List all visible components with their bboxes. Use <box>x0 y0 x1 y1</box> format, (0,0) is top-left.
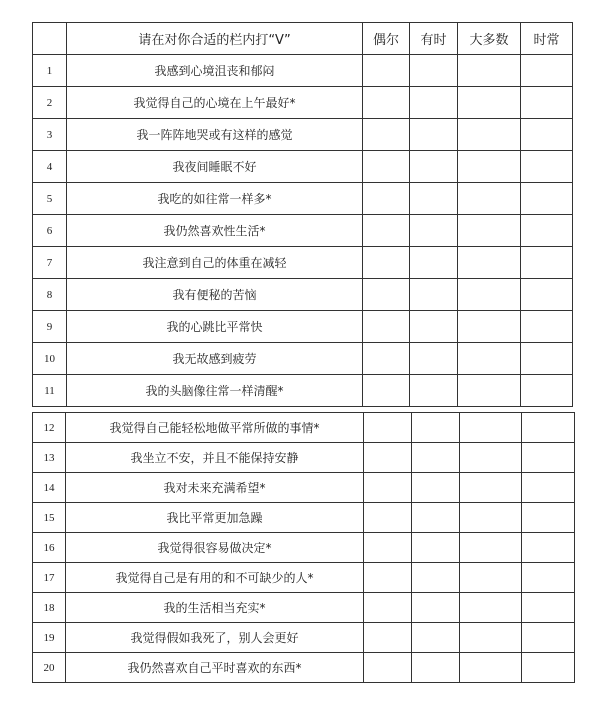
check-cell-mostly[interactable] <box>460 593 522 623</box>
table-row <box>33 55 573 87</box>
item-number: 14 <box>33 473 66 503</box>
check-cell-sometimes[interactable] <box>410 279 458 311</box>
option-header-mostly: 大多数 <box>458 23 521 55</box>
check-cell-always[interactable] <box>521 151 573 183</box>
item-text: 我觉得自己是有用的和不可缺少的人* <box>66 563 364 593</box>
check-cell-occasionally[interactable] <box>363 375 410 407</box>
item-number: 19 <box>33 623 66 653</box>
check-cell-occasionally[interactable] <box>364 473 412 503</box>
check-cell-always[interactable] <box>521 311 573 343</box>
item-text: 我的头脑像往常一样清醒* <box>67 375 363 407</box>
table-row <box>33 503 575 533</box>
table-row <box>33 311 573 343</box>
check-cell-occasionally[interactable] <box>363 343 410 375</box>
item-number: 4 <box>33 151 67 183</box>
check-cell-occasionally[interactable] <box>364 443 412 473</box>
table-header-row <box>33 23 573 55</box>
item-text: 我觉得很容易做决定* <box>66 533 364 563</box>
check-cell-mostly[interactable] <box>458 247 521 279</box>
item-number: 18 <box>33 593 66 623</box>
table-row <box>33 593 575 623</box>
option-header-always: 时常 <box>521 23 573 55</box>
check-cell-sometimes[interactable] <box>410 343 458 375</box>
table-row <box>33 215 573 247</box>
item-text: 我的心跳比平常快 <box>67 311 363 343</box>
item-text: 我吃的如往常一样多* <box>67 183 363 215</box>
item-text: 我无故感到疲劳 <box>67 343 363 375</box>
check-cell-sometimes[interactable] <box>410 183 458 215</box>
item-number: 1 <box>33 55 67 87</box>
table-row <box>33 151 573 183</box>
item-number: 2 <box>33 87 67 119</box>
check-cell-sometimes[interactable] <box>410 55 458 87</box>
check-cell-mostly[interactable] <box>460 443 522 473</box>
table-row <box>33 443 575 473</box>
check-cell-occasionally[interactable] <box>363 183 410 215</box>
table-row <box>33 87 573 119</box>
check-cell-mostly[interactable] <box>458 87 521 119</box>
item-number: 9 <box>33 311 67 343</box>
check-cell-occasionally[interactable] <box>364 623 412 653</box>
check-cell-mostly[interactable] <box>460 503 522 533</box>
table-row <box>33 183 573 215</box>
check-cell-sometimes[interactable] <box>412 653 460 683</box>
table-row <box>33 279 573 311</box>
check-cell-mostly[interactable] <box>460 563 522 593</box>
check-cell-always[interactable] <box>521 55 573 87</box>
check-cell-sometimes[interactable] <box>412 623 460 653</box>
check-cell-always[interactable] <box>522 443 575 473</box>
item-number: 13 <box>33 443 66 473</box>
check-cell-occasionally[interactable] <box>363 215 410 247</box>
option-header-sometimes: 有时 <box>410 23 458 55</box>
check-cell-occasionally[interactable] <box>363 119 410 151</box>
instruction-header: 请在对你合适的栏内打“V” <box>67 23 363 55</box>
table-row <box>33 247 573 279</box>
table-row <box>33 375 573 407</box>
item-number: 10 <box>33 343 67 375</box>
check-cell-sometimes[interactable] <box>412 413 460 443</box>
table-row <box>33 343 573 375</box>
item-text: 我的生活相当充实* <box>66 593 364 623</box>
check-cell-always[interactable] <box>521 375 573 407</box>
check-cell-always[interactable] <box>522 533 575 563</box>
check-cell-occasionally[interactable] <box>364 503 412 533</box>
table-row <box>33 413 575 443</box>
item-text: 我一阵阵地哭或有这样的感觉 <box>67 119 363 151</box>
check-cell-always[interactable] <box>521 87 573 119</box>
questionnaire-table-part-2 <box>32 412 575 683</box>
check-cell-always[interactable] <box>522 503 575 533</box>
item-number: 3 <box>33 119 67 151</box>
item-number: 15 <box>33 503 66 533</box>
check-cell-always[interactable] <box>521 119 573 151</box>
check-cell-sometimes[interactable] <box>410 311 458 343</box>
check-cell-sometimes[interactable] <box>412 503 460 533</box>
check-cell-sometimes[interactable] <box>410 215 458 247</box>
check-cell-mostly[interactable] <box>458 343 521 375</box>
item-text: 我比平常更加急躁 <box>66 503 364 533</box>
check-cell-mostly[interactable] <box>460 653 522 683</box>
check-cell-sometimes[interactable] <box>410 87 458 119</box>
item-text: 我觉得假如我死了，别人会更好 <box>66 623 364 653</box>
table-row <box>33 119 573 151</box>
check-cell-mostly[interactable] <box>460 413 522 443</box>
table-row <box>33 533 575 563</box>
check-cell-mostly[interactable] <box>460 623 522 653</box>
check-cell-occasionally[interactable] <box>364 533 412 563</box>
table-row <box>33 653 575 683</box>
check-cell-sometimes[interactable] <box>412 593 460 623</box>
check-cell-sometimes[interactable] <box>412 473 460 503</box>
check-cell-always[interactable] <box>522 653 575 683</box>
table-row <box>33 623 575 653</box>
item-number: 16 <box>33 533 66 563</box>
item-number: 12 <box>33 413 66 443</box>
check-cell-always[interactable] <box>521 215 573 247</box>
check-cell-mostly[interactable] <box>458 311 521 343</box>
option-header-occasionally: 偶尔 <box>363 23 410 55</box>
check-cell-always[interactable] <box>521 247 573 279</box>
check-cell-always[interactable] <box>522 563 575 593</box>
check-cell-occasionally[interactable] <box>364 653 412 683</box>
check-cell-always[interactable] <box>521 183 573 215</box>
item-text: 我夜间睡眠不好 <box>67 151 363 183</box>
check-cell-occasionally[interactable] <box>363 151 410 183</box>
item-text: 我觉得自己能轻松地做平常所做的事情* <box>66 413 364 443</box>
item-number: 5 <box>33 183 67 215</box>
check-cell-sometimes[interactable] <box>410 375 458 407</box>
check-cell-always[interactable] <box>521 343 573 375</box>
check-cell-occasionally[interactable] <box>363 311 410 343</box>
item-number: 8 <box>33 279 67 311</box>
number-header <box>33 23 67 55</box>
check-cell-sometimes[interactable] <box>412 563 460 593</box>
check-cell-occasionally[interactable] <box>363 247 410 279</box>
item-number: 11 <box>33 375 67 407</box>
check-cell-sometimes[interactable] <box>410 247 458 279</box>
check-cell-sometimes[interactable] <box>412 443 460 473</box>
item-number: 6 <box>33 215 67 247</box>
item-number: 20 <box>33 653 66 683</box>
item-text: 我坐立不安，并且不能保持安静 <box>66 443 364 473</box>
check-cell-mostly[interactable] <box>458 183 521 215</box>
check-cell-always[interactable] <box>522 413 575 443</box>
check-cell-occasionally[interactable] <box>363 87 410 119</box>
item-number: 17 <box>33 563 66 593</box>
check-cell-always[interactable] <box>522 473 575 503</box>
check-cell-mostly[interactable] <box>460 533 522 563</box>
item-text: 我仍然喜欢自己平时喜欢的东西* <box>66 653 364 683</box>
check-cell-sometimes[interactable] <box>410 119 458 151</box>
check-cell-always[interactable] <box>522 593 575 623</box>
check-cell-mostly[interactable] <box>458 55 521 87</box>
check-cell-mostly[interactable] <box>458 215 521 247</box>
item-text: 我感到心境沮丧和郁闷 <box>67 55 363 87</box>
check-cell-mostly[interactable] <box>458 119 521 151</box>
questionnaire-table-part-1 <box>32 22 573 407</box>
table-row <box>33 473 575 503</box>
item-text: 我仍然喜欢性生活* <box>67 215 363 247</box>
item-text: 我觉得自己的心境在上午最好* <box>67 87 363 119</box>
item-number: 7 <box>33 247 67 279</box>
item-text: 我注意到自己的体重在减轻 <box>67 247 363 279</box>
check-cell-mostly[interactable] <box>458 375 521 407</box>
check-cell-sometimes[interactable] <box>412 533 460 563</box>
check-cell-occasionally[interactable] <box>364 413 412 443</box>
check-cell-occasionally[interactable] <box>363 279 410 311</box>
check-cell-sometimes[interactable] <box>410 151 458 183</box>
check-cell-occasionally[interactable] <box>364 563 412 593</box>
check-cell-mostly[interactable] <box>458 151 521 183</box>
check-cell-always[interactable] <box>522 623 575 653</box>
check-cell-occasionally[interactable] <box>363 55 410 87</box>
check-cell-occasionally[interactable] <box>364 593 412 623</box>
item-text: 我有便秘的苦恼 <box>67 279 363 311</box>
check-cell-always[interactable] <box>521 279 573 311</box>
item-text: 我对未来充满希望* <box>66 473 364 503</box>
table-row <box>33 563 575 593</box>
check-cell-mostly[interactable] <box>458 279 521 311</box>
check-cell-mostly[interactable] <box>460 473 522 503</box>
